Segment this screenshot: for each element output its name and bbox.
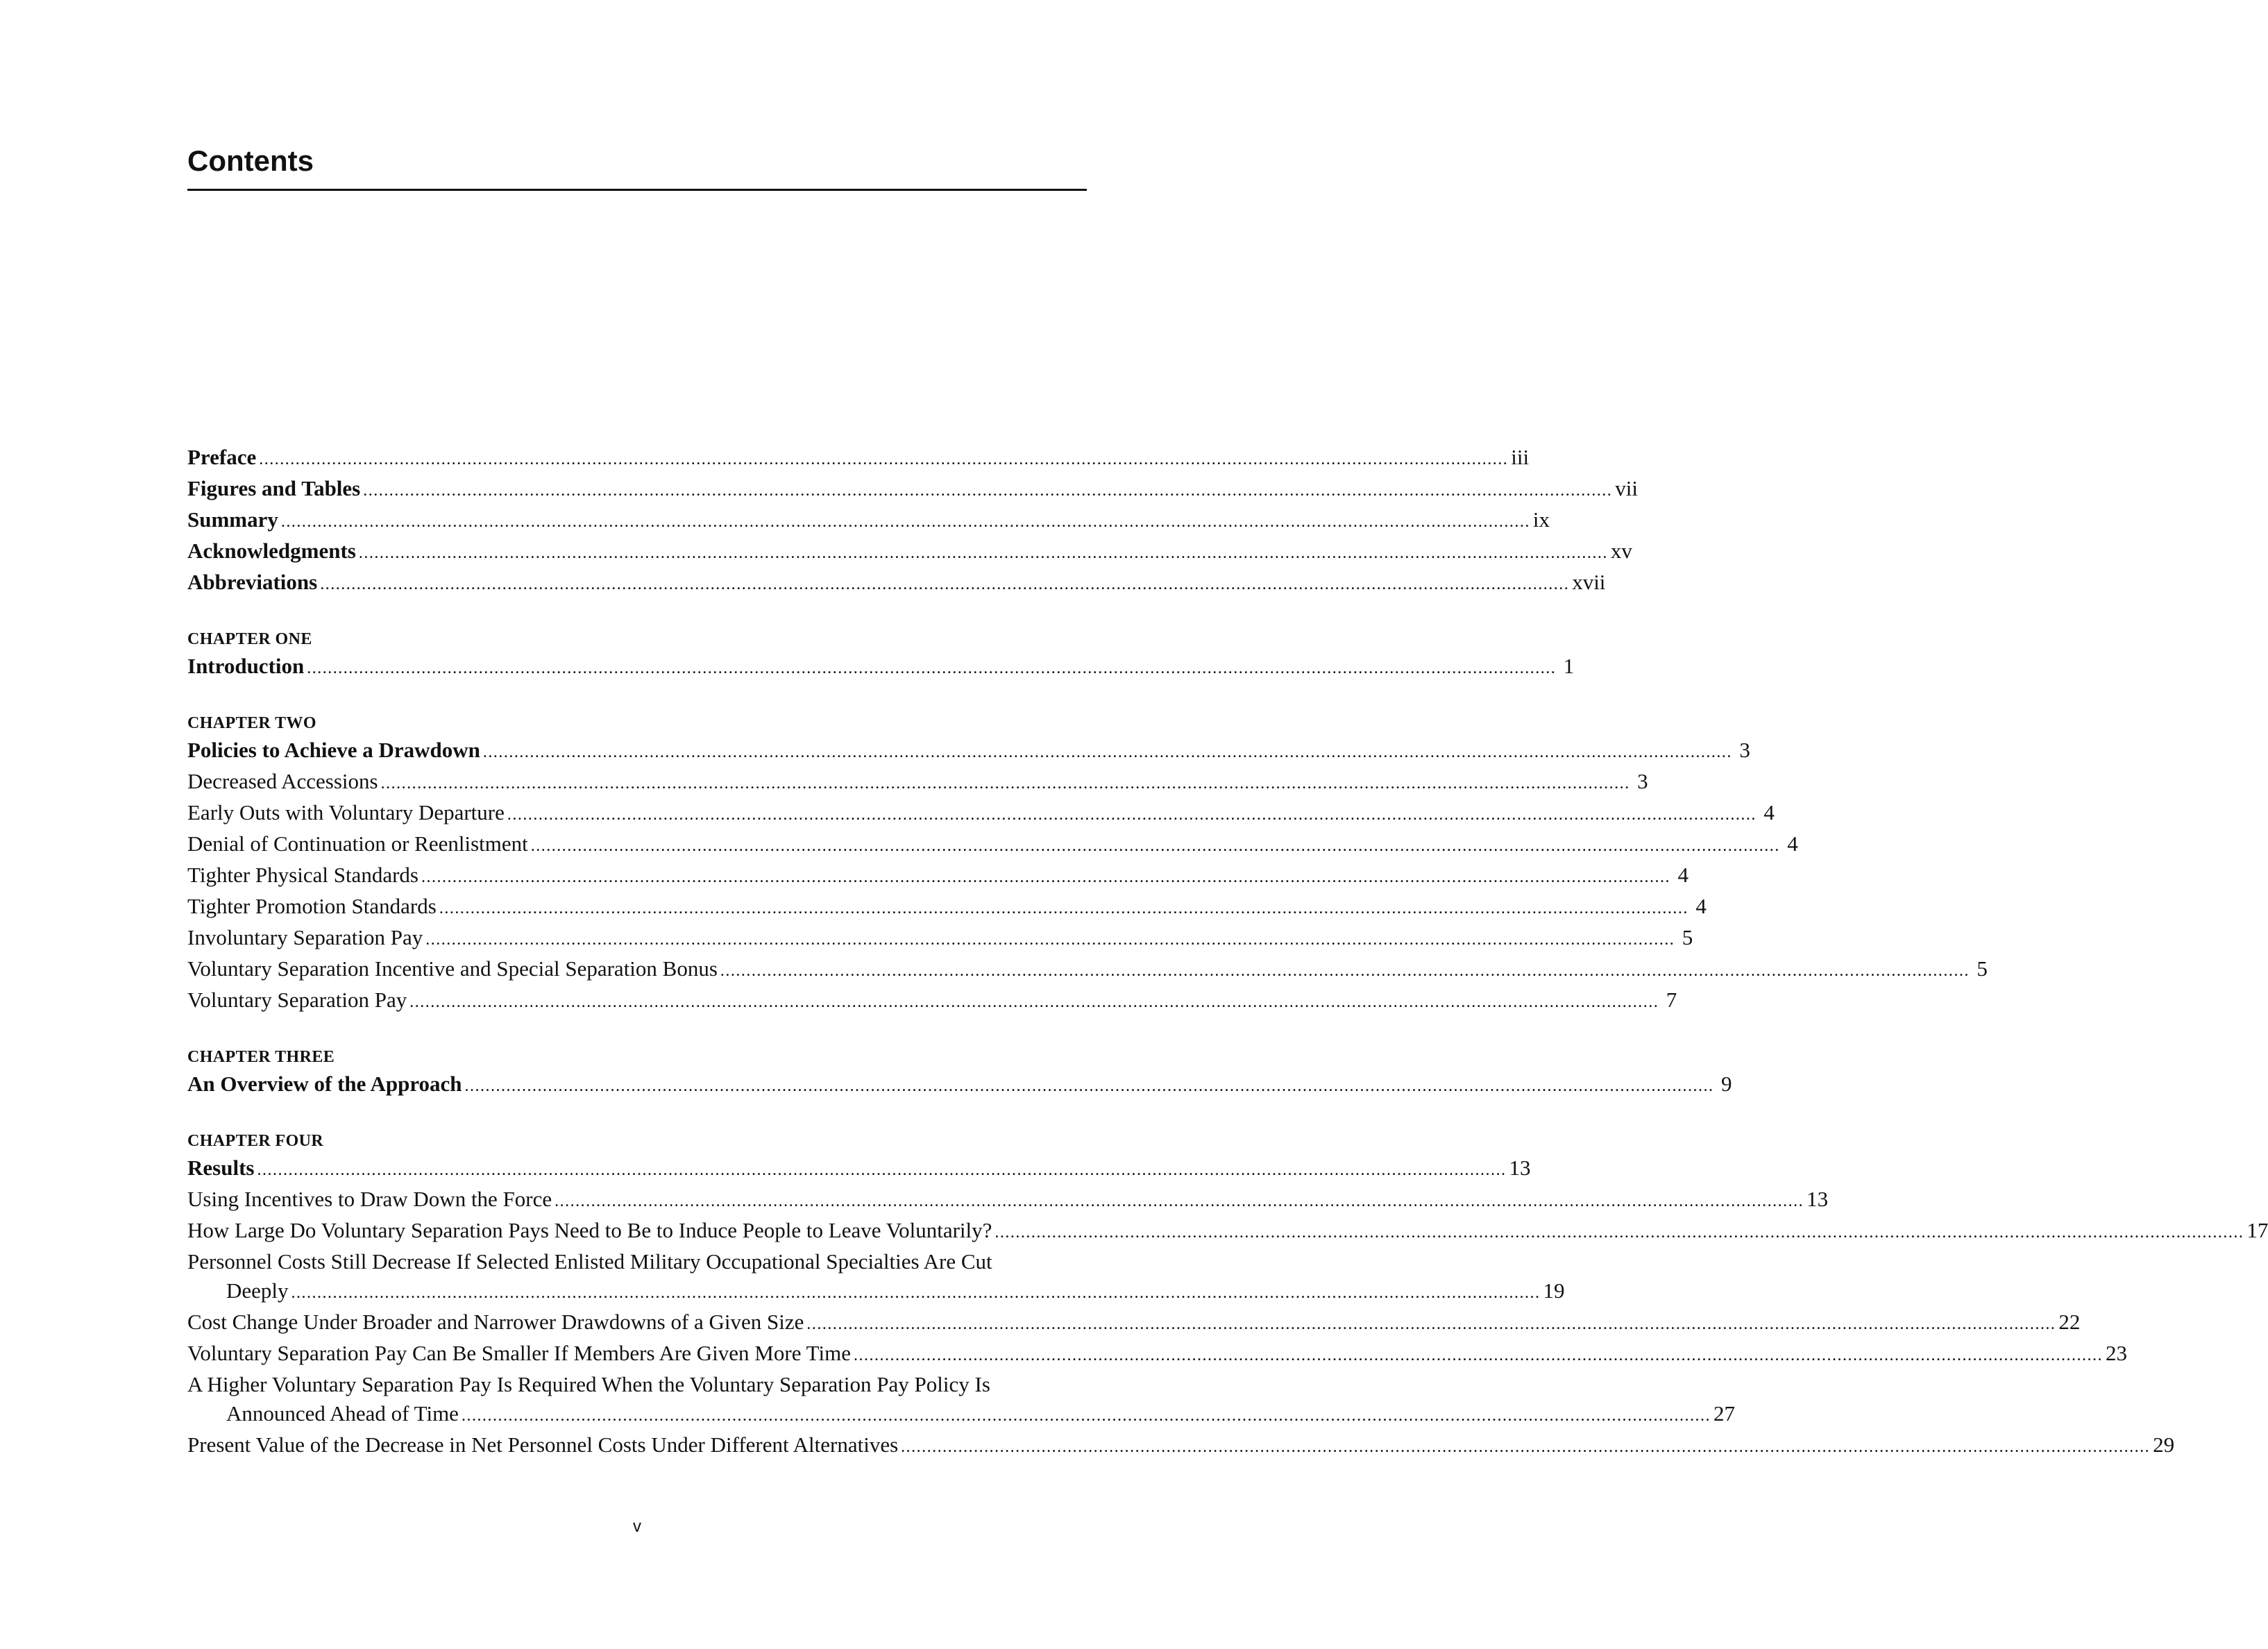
dot-leader (425, 925, 1675, 954)
toc-entry-title: Figures and Tables (187, 476, 361, 500)
chapter-title: Results (187, 1156, 255, 1180)
toc-section-entry[interactable] (187, 861, 1689, 892)
section-title: Voluntary Separation Pay (187, 988, 407, 1012)
dot-leader (439, 894, 1689, 923)
dot-leader (320, 570, 1569, 599)
toc-entry-title: Summary (187, 507, 278, 532)
chapter-label: CHAPTER TWO (187, 714, 316, 732)
dot-leader (995, 1218, 2244, 1247)
toc-chapter-entry[interactable] (187, 1069, 1732, 1101)
dot-leader (806, 1310, 2056, 1339)
toc-section-entry[interactable] (187, 1430, 2175, 1462)
page-title: Contents (187, 144, 314, 177)
toc-entry-title: Abbreviations (187, 570, 318, 594)
chapter-label: CHAPTER THREE (187, 1048, 335, 1066)
toc-chapter-entry[interactable] (187, 1153, 1531, 1185)
toc-entry-page: 13 (1509, 1156, 1531, 1180)
dot-leader (363, 476, 1612, 505)
toc-entry-page: xvii (1572, 570, 1606, 594)
toc-entry-page: 17 (2246, 1218, 2268, 1242)
front-matter-list (187, 443, 1638, 599)
toc-section-entry[interactable] (187, 954, 1988, 986)
section-title: Present Value of the Decrease in Net Personnel Costs Under Different Alternatives (187, 1432, 899, 1457)
toc-section-entry[interactable] (187, 1185, 1829, 1216)
toc-entry-page: 19 (1543, 1278, 1565, 1303)
chapter-one (187, 628, 1575, 683)
toc-entry-page: 27 (1713, 1401, 1735, 1426)
toc-entry-summary[interactable] (187, 505, 1550, 536)
section-title: Using Incentives to Draw Down the Force (187, 1187, 552, 1211)
toc-section-entry[interactable] (187, 923, 1693, 954)
dot-leader (257, 1156, 1506, 1185)
toc-entry-preface[interactable] (187, 443, 1530, 474)
table-of-contents (187, 443, 2268, 1462)
page-folio: v (633, 1517, 641, 1536)
dot-leader (483, 738, 1732, 767)
dot-leader (901, 1432, 2150, 1462)
dot-leader (259, 445, 1508, 474)
title-rule (187, 189, 1087, 191)
toc-entry-page: iii (1511, 445, 1530, 469)
dot-leader (854, 1341, 2103, 1370)
toc-entry-figures-and-tables[interactable] (187, 474, 1638, 505)
dot-leader (281, 507, 1530, 536)
toc-section-entry-wrapped[interactable] (187, 1370, 1735, 1430)
chapter-title: Policies to Achieve a Drawdown (187, 738, 480, 762)
toc-entry-page: 4 (1763, 800, 1775, 824)
toc-section-entry[interactable] (187, 1339, 2127, 1370)
toc-entry-page: 9 (1721, 1072, 1732, 1096)
toc-chapter-entry[interactable] (187, 652, 1575, 683)
contents-header (187, 136, 1087, 191)
toc-entry-page: 4 (1787, 831, 1798, 856)
toc-entry-page: 1 (1563, 654, 1575, 678)
toc-entry-page: xv (1610, 539, 1632, 563)
dot-leader (531, 831, 1780, 861)
chapter-title: Introduction (187, 654, 305, 678)
toc-section-entry[interactable] (187, 892, 1707, 923)
dot-leader (291, 1278, 1541, 1308)
toc-entry-title: Preface (187, 445, 257, 469)
toc-entry-title: Acknowledgments (187, 539, 356, 563)
dot-leader (381, 769, 1630, 798)
section-title: Voluntary Separation Incentive and Special Separation Bonus (187, 956, 718, 981)
section-title: Early Outs with Voluntary Departure (187, 800, 505, 824)
chapter-label: CHAPTER FOUR (187, 1132, 324, 1150)
toc-entry-page: 5 (1977, 956, 1988, 981)
section-title: Involuntary Separation Pay (187, 925, 423, 949)
section-title-line-2-row (187, 1276, 1565, 1308)
section-title-line-1: Personnel Costs Still Decrease If Selected Enlisted Military Occupational Specialties Are Cut (187, 1249, 992, 1274)
section-title: Tighter Physical Standards (187, 863, 418, 887)
toc-entry-page: 7 (1666, 988, 1677, 1012)
toc-entry-page: 23 (2105, 1341, 2127, 1365)
toc-entry-page: 29 (2153, 1432, 2175, 1457)
section-title: Decreased Accessions (187, 769, 378, 793)
section-title-line-1: A Higher Voluntary Separation Pay Is Required When the Voluntary Separation Pay Policy Is (187, 1372, 990, 1396)
toc-entry-page: 3 (1637, 769, 1648, 793)
chapter-three (187, 1046, 1732, 1101)
toc-section-entry[interactable] (187, 1308, 2081, 1339)
section-title: Denial of Continuation or Reenlistment (187, 831, 528, 856)
chapter-title: An Overview of the Approach (187, 1072, 462, 1096)
toc-section-entry[interactable] (187, 767, 1648, 798)
section-title: How Large Do Voluntary Separation Pays Need to Be to Induce People to Leave Voluntarily? (187, 1218, 992, 1242)
dot-leader (555, 1187, 1804, 1216)
section-title-line-2-row (187, 1399, 1735, 1430)
section-title: Voluntary Separation Pay Can Be Smaller If Members Are Given More Time (187, 1341, 851, 1365)
dot-leader (409, 988, 1659, 1017)
dot-leader (720, 956, 1970, 986)
toc-section-entry-wrapped[interactable] (187, 1247, 1565, 1308)
toc-entry-acknowledgments[interactable] (187, 536, 1632, 568)
toc-chapter-entry[interactable] (187, 736, 1750, 767)
section-title: Tighter Promotion Standards (187, 894, 437, 918)
toc-section-entry[interactable] (187, 1216, 2268, 1247)
toc-entry-abbreviations[interactable] (187, 568, 1606, 599)
toc-entry-page: 13 (1806, 1187, 1829, 1211)
chapter-two (187, 712, 1988, 1017)
toc-section-entry[interactable] (187, 798, 1775, 829)
toc-entry-page: 3 (1739, 738, 1750, 762)
toc-entry-page: ix (1532, 507, 1550, 532)
toc-entry-page: 4 (1677, 863, 1689, 887)
dot-leader (421, 863, 1670, 892)
toc-entry-page: 5 (1682, 925, 1693, 949)
section-title-line-2: Deeply (226, 1278, 289, 1303)
dot-leader (465, 1072, 1714, 1101)
toc-entry-page: 4 (1695, 894, 1707, 918)
toc-entry-page: 22 (2058, 1310, 2081, 1334)
toc-section-entry[interactable] (187, 829, 1798, 861)
dot-leader (462, 1401, 1711, 1430)
dot-leader (507, 800, 1757, 829)
toc-section-entry[interactable] (187, 986, 1677, 1017)
chapter-four (187, 1130, 2268, 1462)
chapter-label: CHAPTER ONE (187, 630, 312, 648)
section-title: Cost Change Under Broader and Narrower Drawdowns of a Given Size (187, 1310, 804, 1334)
section-title-line-2: Announced Ahead of Time (226, 1401, 459, 1426)
toc-entry-page: vii (1615, 476, 1638, 500)
dot-leader (359, 539, 1608, 568)
dot-leader (307, 654, 1556, 683)
